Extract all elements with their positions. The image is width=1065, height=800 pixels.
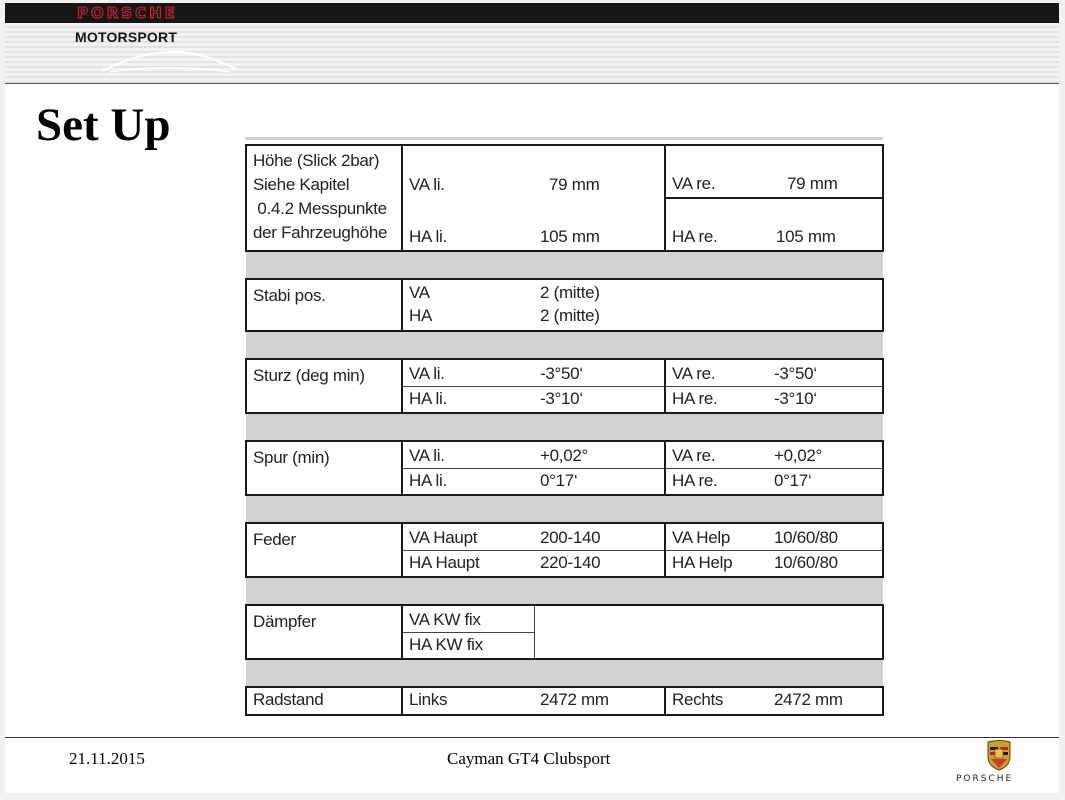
stabi-ha-label: HA: [402, 305, 534, 331]
page-title: Set Up: [36, 99, 171, 151]
hoehe-ha-li-label: HA li.: [402, 198, 534, 251]
table-row: [246, 359, 883, 386]
slide: [5, 3, 1059, 793]
setup-sheet: [245, 137, 883, 716]
radstand-links-value: 2472 mm: [534, 687, 665, 715]
table-row: [246, 687, 883, 715]
table-spacer: [246, 659, 883, 687]
feder-va-haupt-value: 200-140: [534, 523, 665, 550]
spur-label: Spur (min): [246, 441, 402, 495]
sturz-ha-re-value: -3°10‘: [768, 386, 883, 413]
table-spacer: [246, 331, 883, 359]
daempfer-ha-label: HA KW fix: [402, 632, 534, 659]
spur-va-li-value: +0,02°: [534, 441, 665, 468]
table-spacer: [246, 495, 883, 523]
feder-va-help-value: 10/60/80: [768, 523, 883, 550]
stabi-ha-value: 2 (mitte): [534, 305, 665, 331]
hoehe-ha-li-value: 105 mm: [534, 198, 665, 251]
feder-va-help-label: VA Help: [665, 523, 768, 550]
table-row: [246, 441, 883, 468]
footer-divider: [5, 737, 1059, 738]
hoehe-ha-re-label: HA re.: [665, 198, 768, 251]
hoehe-label-line: 0.4.2 Messpunkte: [253, 199, 387, 218]
spur-ha-re-value: 0°17‘: [768, 468, 883, 495]
hoehe-label-line: Siehe Kapitel: [253, 175, 350, 194]
spur-va-li-label: VA li.: [402, 441, 534, 468]
feder-va-haupt-label: VA Haupt: [402, 523, 534, 550]
feder-ha-haupt-label: HA Haupt: [402, 550, 534, 577]
feder-label: Feder: [246, 523, 402, 577]
spur-ha-li-value: 0°17‘: [534, 468, 665, 495]
spur-ha-li-label: HA li.: [402, 468, 534, 495]
radstand-rechts-label: Rechts: [665, 687, 768, 715]
hoehe-va-re-value: 79 mm: [768, 145, 883, 198]
table-row: [246, 605, 883, 632]
porsche-wordmark: PORSCHE: [77, 4, 178, 22]
sturz-ha-li-label: HA li.: [402, 386, 534, 413]
table-spacer: [246, 251, 883, 279]
hoehe-va-li-value: 79 mm: [534, 145, 665, 198]
daempfer-empty-cell: [534, 605, 883, 659]
table-row: [246, 145, 883, 198]
header-banner: [5, 3, 1059, 83]
feder-ha-help-label: HA Help: [665, 550, 768, 577]
header-divider: [5, 83, 1059, 84]
sturz-label: Sturz (deg min): [246, 359, 402, 413]
sturz-va-re-value: -3°50‘: [768, 359, 883, 386]
sturz-va-re-label: VA re.: [665, 359, 768, 386]
stabi-va-value: 2 (mitte): [534, 279, 665, 305]
setup-table: [245, 144, 884, 716]
hoehe-label-line: der Fahrzeughöhe: [253, 223, 388, 242]
daempfer-label: Dämpfer: [246, 605, 402, 659]
sturz-va-li-label: VA li.: [402, 359, 534, 386]
porsche-crest-icon: [986, 739, 1012, 771]
sturz-ha-li-value: -3°10‘: [534, 386, 665, 413]
feder-ha-haupt-value: 220-140: [534, 550, 665, 577]
hoehe-label: [246, 145, 402, 251]
daempfer-va-label: VA KW fix: [402, 605, 534, 632]
feder-ha-help-value: 10/60/80: [768, 550, 883, 577]
radstand-links-label: Links: [402, 687, 534, 715]
stabi-label: Stabi pos.: [246, 279, 402, 331]
hoehe-ha-re-value: 105 mm: [768, 198, 883, 251]
hoehe-label-line: Höhe (Slick 2bar): [253, 151, 380, 170]
table-row: [246, 279, 883, 305]
sturz-ha-re-label: HA re.: [665, 386, 768, 413]
radstand-label: Radstand: [246, 687, 402, 715]
motorsport-wordmark: MOTORSPORT: [75, 29, 178, 45]
spur-ha-re-label: HA re.: [665, 468, 768, 495]
spur-va-re-value: +0,02°: [768, 441, 883, 468]
table-spacer: [246, 577, 883, 605]
hoehe-va-li-label: VA li.: [402, 145, 534, 198]
spur-va-re-label: VA re.: [665, 441, 768, 468]
car-silhouette-icon: [100, 45, 240, 75]
footer-title: Cayman GT4 Clubsport: [447, 749, 611, 768]
sturz-va-li-value: -3°50‘: [534, 359, 665, 386]
radstand-rechts-value: 2472 mm: [768, 687, 883, 715]
porsche-footer-wordmark: PORSCHE: [956, 774, 1014, 784]
table-row: [246, 523, 883, 550]
stabi-va-label: VA: [402, 279, 534, 305]
table-spacer: [246, 413, 883, 441]
hoehe-va-re-label: VA re.: [665, 145, 768, 198]
footer-date: 21.11.2015: [69, 749, 145, 768]
